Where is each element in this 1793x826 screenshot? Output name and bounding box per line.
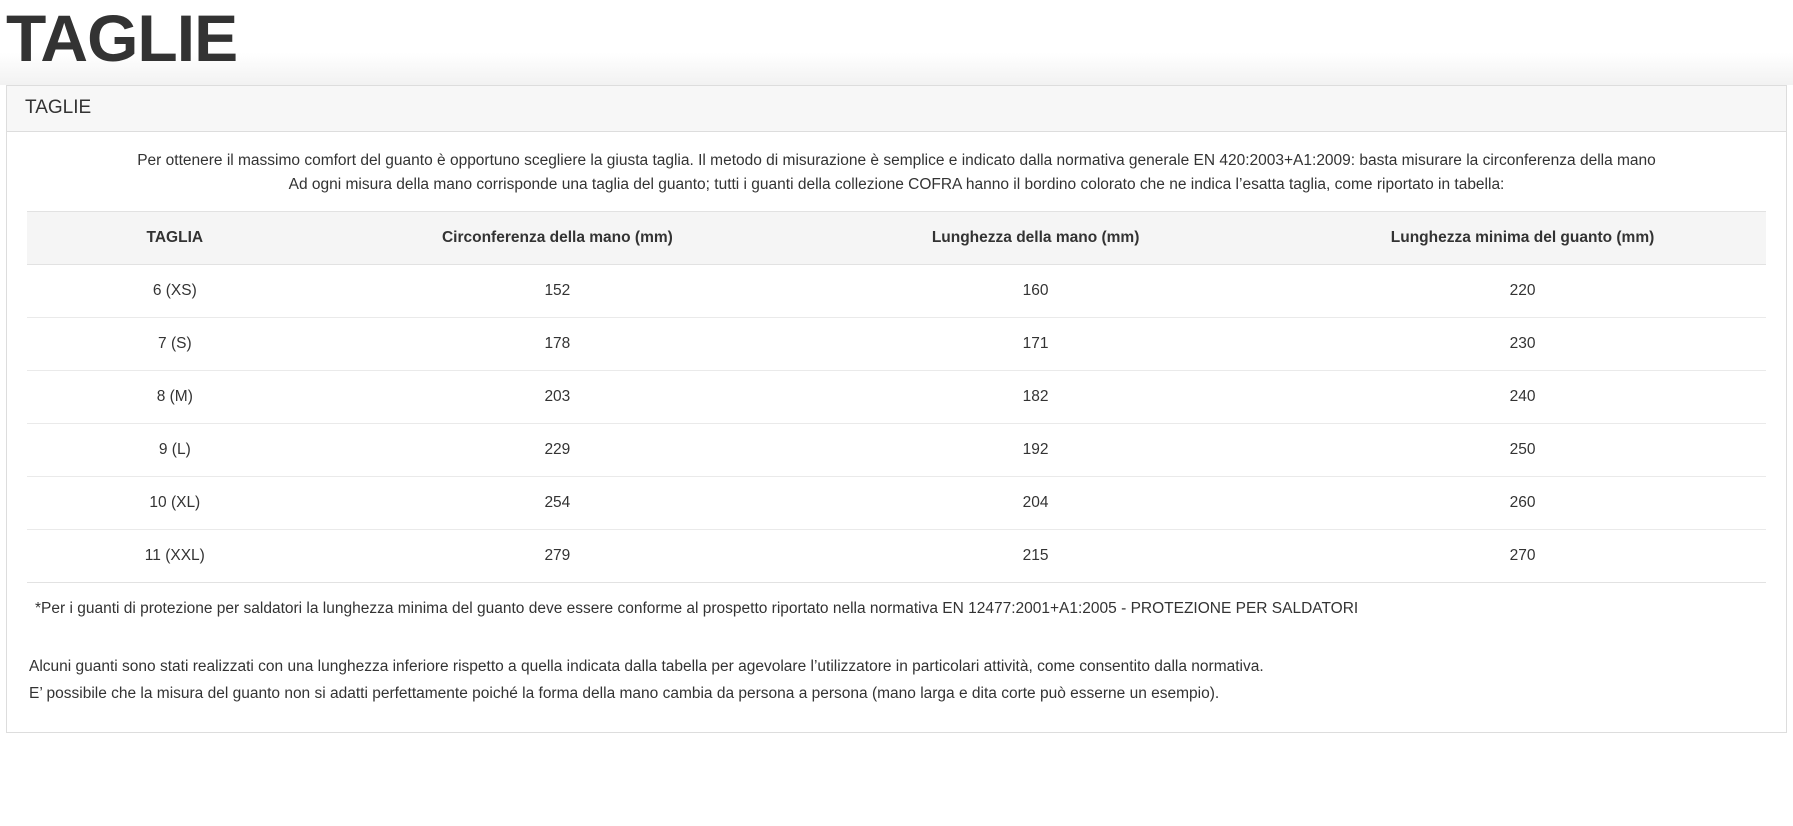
- cell-hand-length: 182: [792, 371, 1279, 424]
- title-band: [0, 0, 1793, 85]
- table-row: [27, 424, 1766, 477]
- table-body: [27, 265, 1766, 583]
- cell-circumference: 254: [323, 477, 793, 530]
- table-row: [27, 530, 1766, 583]
- table-row: [27, 371, 1766, 424]
- sizes-panel: [6, 85, 1787, 733]
- cell-hand-length: 204: [792, 477, 1279, 530]
- page-title: TAGLIE: [6, 1, 238, 75]
- intro-text: [27, 149, 1766, 197]
- cell-min-glove-length: 250: [1279, 424, 1766, 477]
- table-head: [27, 212, 1766, 265]
- cell-hand-length: 192: [792, 424, 1279, 477]
- cell-circumference: 152: [323, 265, 793, 318]
- panel-body: [7, 132, 1786, 732]
- column-header-size: TAGLIA: [27, 212, 323, 265]
- cell-size: 8 (M): [27, 371, 323, 424]
- cell-min-glove-length: 230: [1279, 318, 1766, 371]
- sizes-table: [27, 211, 1766, 583]
- footnote-2: E’ possibile che la misura del guanto non si adatti perfettamente poiché la forma della mano cambia da persona a persona (mano larga e dita corte può esserne un esempio).: [29, 685, 1220, 703]
- welding-note: *Per i guanti di protezione per saldatori la lunghezza minima del guanto deve essere conforme al prospetto riportato nella normativa EN 12477:2001+A1:2005 - PROTEZIONE PER SALDATORI: [35, 600, 1359, 618]
- cell-hand-length: 215: [792, 530, 1279, 583]
- intro-line-1: Per ottenere il massimo comfort del guanto è opportuno scegliere la giusta taglia. Il metodo di misurazione è semplice e indicato dalla normativa generale EN 420:2003+A1:2009: basta misurare la circonferenza della mano: [137, 152, 1656, 170]
- cell-min-glove-length: 220: [1279, 265, 1766, 318]
- footnotes: [27, 621, 1766, 715]
- table-header-row: [27, 212, 1766, 265]
- cell-circumference: 229: [323, 424, 793, 477]
- cell-hand-length: 171: [792, 318, 1279, 371]
- cell-size: 7 (S): [27, 318, 323, 371]
- cell-min-glove-length: 240: [1279, 371, 1766, 424]
- table-row: [27, 265, 1766, 318]
- cell-min-glove-length: 270: [1279, 530, 1766, 583]
- table-row: [27, 477, 1766, 530]
- cell-hand-length: 160: [792, 265, 1279, 318]
- cell-size: 10 (XL): [27, 477, 323, 530]
- cell-min-glove-length: 260: [1279, 477, 1766, 530]
- cell-size: 11 (XXL): [27, 530, 323, 583]
- cell-circumference: 178: [323, 318, 793, 371]
- column-header-hand-length: Lunghezza della mano (mm): [792, 212, 1279, 265]
- cell-circumference: 203: [323, 371, 793, 424]
- panel-header: TAGLIE: [7, 86, 1786, 132]
- cell-size: 6 (XS): [27, 265, 323, 318]
- intro-line-2: Ad ogni misura della mano corrisponde una taglia del guanto; tutti i guanti della collezione COFRA hanno il bordino colorato che ne indica l’esatta taglia, come riportato in tabella:: [288, 176, 1505, 194]
- table-row: [27, 318, 1766, 371]
- cell-circumference: 279: [323, 530, 793, 583]
- cell-size: 9 (L): [27, 424, 323, 477]
- column-header-circumference: Circonferenza della mano (mm): [323, 212, 793, 265]
- footnote-1: Alcuni guanti sono stati realizzati con una lunghezza inferiore rispetto a quella indicata dalla tabella per agevolare l’utilizzatore in particolari attività, come consentito dalla normativa.: [29, 657, 1264, 675]
- column-header-min-glove-length: Lunghezza minima del guanto (mm): [1279, 212, 1766, 265]
